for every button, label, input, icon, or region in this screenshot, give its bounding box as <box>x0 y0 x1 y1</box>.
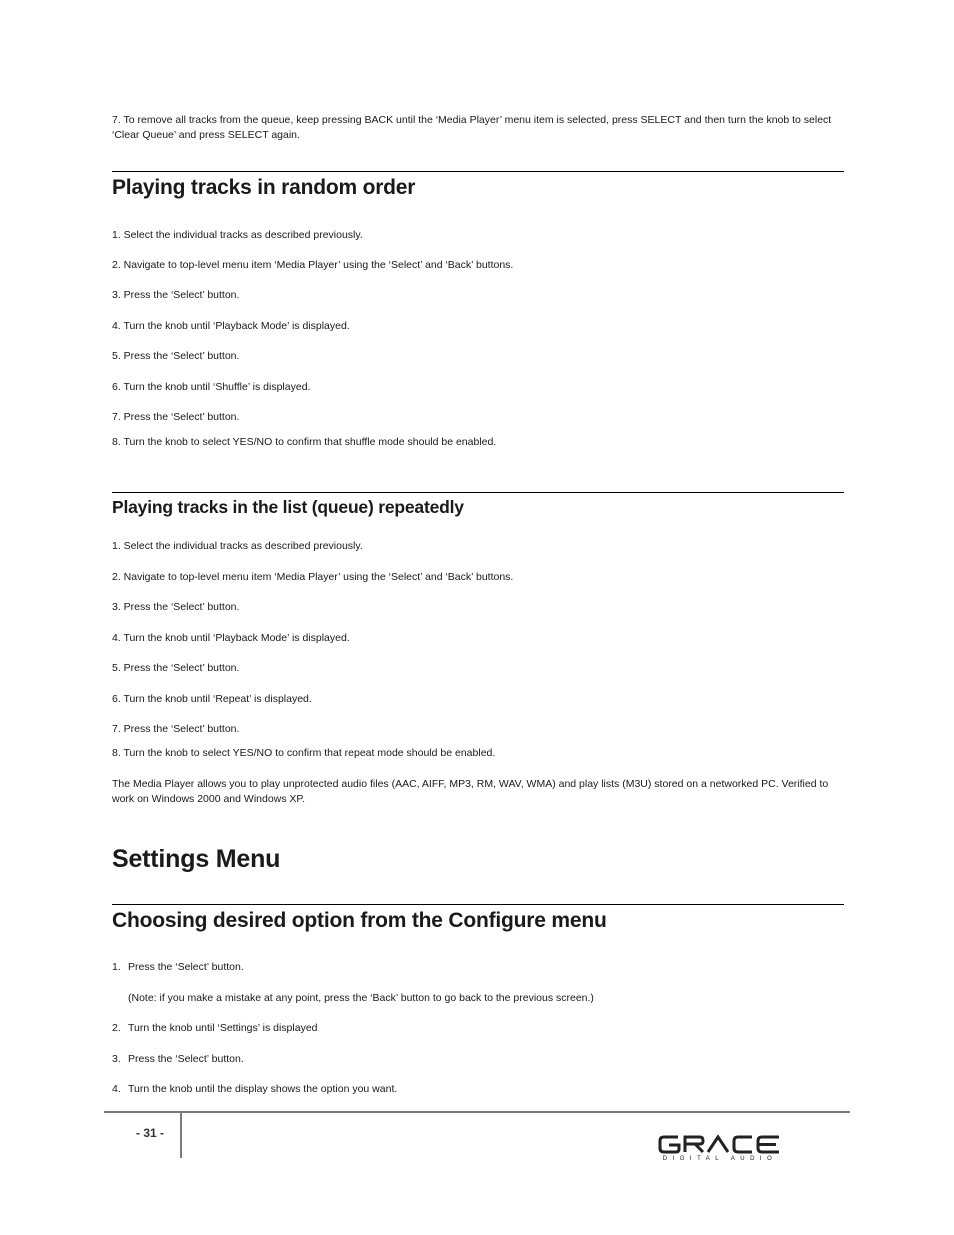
random-step-2: 2. Navigate to top-level menu item ‘Media Player’ using the ‘Select’ and ‘Back’ buttons. <box>112 259 514 271</box>
step-text: Press the ‘Select’ button. <box>128 1053 244 1065</box>
repeat-step-2: 2. Navigate to top-level menu item ‘Media Player’ using the ‘Select’ and ‘Back’ buttons. <box>112 571 514 583</box>
repeat-step-7: 7. Press the ‘Select’ button. <box>112 723 240 735</box>
random-step-6: 6. Turn the knob until ‘Shuffle’ is displayed. <box>112 381 311 393</box>
random-step-8: 8. Turn the knob to select YES/NO to confirm that shuffle mode should be enabled. <box>112 436 497 448</box>
repeat-step-1: 1. Select the individual tracks as described previously. <box>112 540 363 552</box>
media-player-summary: The Media Player allows you to play unprotected audio files (AAC, AIFF, MP3, RM, WAV, WMA) and play lists (M3U) stored on a networked PC. Verified to work on Windows 2000 and Windows XP. <box>112 778 829 805</box>
footer-rule <box>104 1111 850 1113</box>
section-divider <box>112 492 844 493</box>
repeat-step-4: 4. Turn the knob until ‘Playback Mode’ is displayed. <box>112 632 350 644</box>
step-text: Turn the knob until the display shows the option you want. <box>128 1083 398 1095</box>
configure-step-2 <box>112 1021 318 1035</box>
random-step-7: 7. Press the ‘Select’ button. <box>112 411 240 423</box>
step-number: 3. <box>112 1053 121 1065</box>
random-step-3: 3. Press the ‘Select’ button. <box>112 289 240 301</box>
heading-repeat: Playing tracks in the list (queue) repeatedly <box>112 497 464 517</box>
step-text: Press the ‘Select’ button. <box>128 961 244 973</box>
section-divider <box>112 904 844 905</box>
footer-divider <box>180 1113 182 1158</box>
page-number: - 31 - <box>136 1126 165 1140</box>
repeat-step-6: 6. Turn the knob until ‘Repeat’ is displayed. <box>112 693 312 705</box>
logo-subtext: DIGITAL AUDIO <box>662 1156 778 1161</box>
step-text: Turn the knob until ‘Settings’ is displayed <box>128 1022 318 1034</box>
random-step-4: 4. Turn the knob until ‘Playback Mode’ is displayed. <box>112 320 350 332</box>
intro-paragraph: 7. To remove all tracks from the queue, keep pressing BACK until the ‘Media Player’ menu item is selected, press SELECT and then turn the knob to select ‘Clear Queue’ and press SELECT again. <box>112 114 832 141</box>
heading-configure: Choosing desired option from the Configure menu <box>112 909 607 932</box>
heading-settings-menu: Settings Menu <box>112 845 281 873</box>
repeat-step-3: 3. Press the ‘Select’ button. <box>112 601 240 613</box>
configure-step-3 <box>112 1052 244 1066</box>
grace-logo <box>658 1133 782 1166</box>
random-step-1: 1. Select the individual tracks as described previously. <box>112 229 363 241</box>
heading-random-order: Playing tracks in random order <box>112 176 416 199</box>
random-step-5: 5. Press the ‘Select’ button. <box>112 350 240 362</box>
step-number: 1. <box>112 961 121 973</box>
repeat-step-8: 8. Turn the knob to select YES/NO to confirm that repeat mode should be enabled. <box>112 747 496 759</box>
section-divider <box>112 171 844 172</box>
configure-step-4 <box>112 1082 397 1096</box>
configure-note: (Note: if you make a mistake at any point, press the ‘Back’ button to go back to the previous screen.) <box>128 992 594 1004</box>
configure-step-1 <box>112 960 244 974</box>
repeat-step-5: 5. Press the ‘Select’ button. <box>112 662 240 674</box>
step-number: 2. <box>112 1022 121 1034</box>
step-number: 4. <box>112 1083 121 1095</box>
grace-logo-icon <box>658 1133 782 1161</box>
